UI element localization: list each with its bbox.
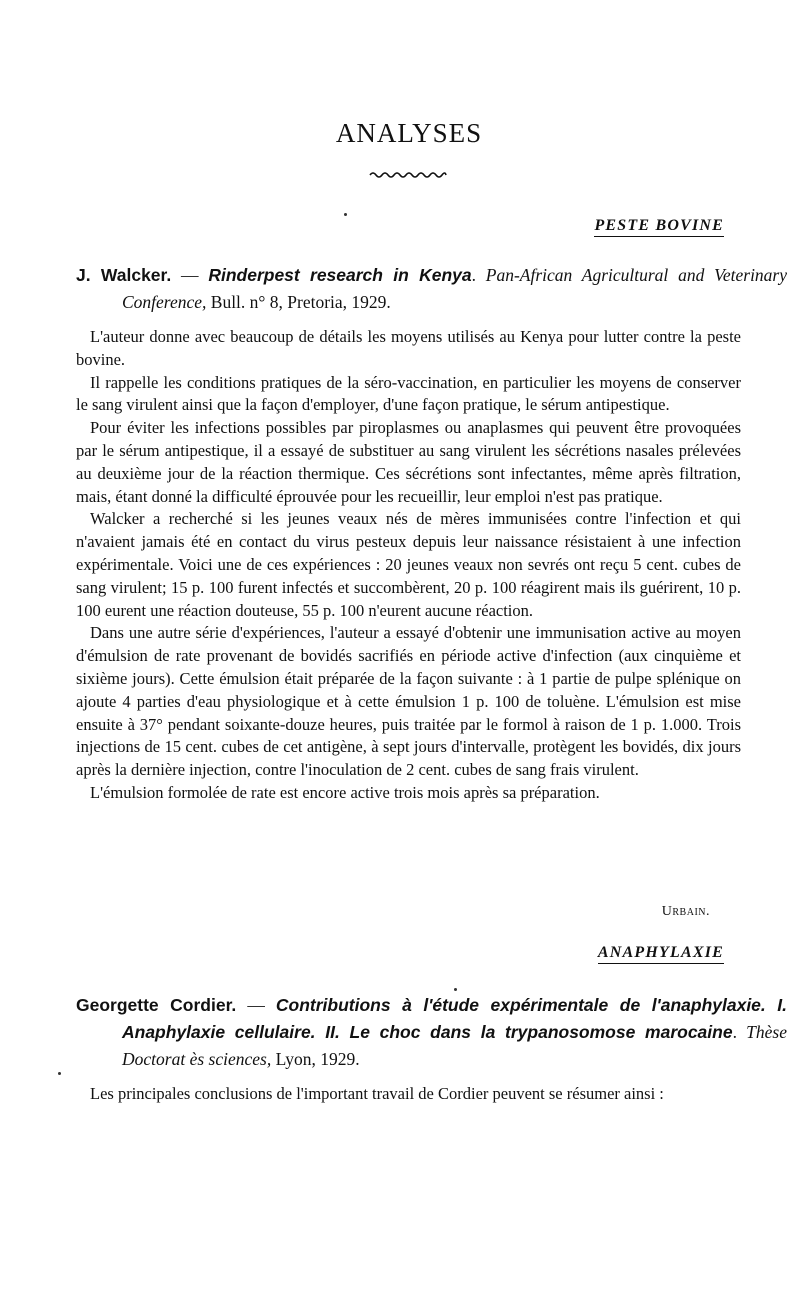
paragraph: Walcker a recherché si les jeunes veaux nés de mères immunisées contre l'infection et qui n'avaient jamais été en contact du virus pesteux depuis leur naissance résistaient à une infection expérimentale. Voici une de ces expériences : 20 jeunes veaux non sevrés ont reçu 5 cent. cubes de sang virulent; 15 p. 100 furent infectés et succombèrent, 20 p. 100 réagirent mais ils guérirent, 10 p. 100 eurent une réaction douteuse, 55 p. 100 n'eurent aucune réaction. (76, 509, 741, 620)
citation-dash: — (171, 265, 209, 285)
citation-rest: Bull. n° 8, Pretoria, 1929. (206, 292, 391, 312)
scan-speck (58, 1072, 61, 1075)
page-title: ANALYSES (335, 118, 483, 148)
citation-journal: Pan-African Agricultural and Veterinary Conference, (122, 265, 788, 312)
paragraph: Pour éviter les infections possibles par piroplasmes ou anaplasmes qui peuvent être provoquées par le sérum antipestique, il a essayé de substituer au sang virulent les sécrétions nasales prélevées au deuxième jour de la réaction thermique. Ces sécrétions sont infectantes, même après filtration, mais, étant donné la difficulté éprouvée pour les recueillir, leur emploi n'est pas pratique. (76, 418, 741, 506)
citation-rest: Lyon, 1929. (271, 1049, 360, 1069)
scan-speck (454, 988, 457, 991)
paragraph: Les principales conclusions de l'important travail de Cordier peuvent se résumer ainsi : (90, 1084, 664, 1103)
citation-journal: Thèse Doctorat ès sciences, (122, 1022, 787, 1069)
section-heading-peste-bovine: PESTE BOVINE (594, 217, 724, 237)
citation-separator: . (732, 1022, 747, 1042)
scan-speck (344, 213, 347, 216)
citation-dash: — (236, 995, 276, 1015)
paragraph: L'auteur donne avec beaucoup de détails les moyens utilisés au Kenya pour lutter contre la peste bovine. (76, 327, 741, 369)
paragraph: L'émulsion formolée de rate est encore active trois mois après sa préparation. (90, 782, 600, 802)
author-signature: Urbain. (661, 904, 710, 919)
article-body-peste-bovine (76, 326, 741, 805)
citation-author: Georgette Cordier. (76, 995, 237, 1015)
paragraph: Il rappelle les conditions pratiques de la séro-vaccination, en particulier les moyens de conserver le sang virulent ainsi que la façon d'employer, d'une façon pratique, le sérum antipestique. (76, 372, 741, 415)
citation-author: J. Walcker. (76, 265, 172, 285)
citation-separator: . (471, 265, 486, 285)
citation-title: Contributions à l'étude expérimentale de l'anaphylaxie. I. Anaphylaxie cellulaire. II. Le choc dans la trypanosomose marocaine (122, 995, 788, 1042)
citation-walcker (76, 262, 787, 316)
citation-title: Rinderpest research in Kenya (208, 265, 472, 285)
section-heading-anaphylaxie: ANAPHYLAXIE (598, 944, 724, 964)
citation-cordier (76, 992, 787, 1073)
article-body-anaphylaxie (76, 1083, 741, 1106)
ornament-divider (368, 170, 448, 180)
paragraph: Dans une autre série d'expériences, l'auteur a essayé d'obtenir une immunisation active au moyen d'émulsion de rate provenant de bovidés sacrifiés en période active d'infection (aux cinquième et sixième jours). Cette émulsion était préparée de la façon suivante : à 1 partie de pulpe splénique on ajoute 4 parties d'eau physiologique et à cette émulsion 1 p. 100 de toluène. L'émulsion est mise ensuite à 37° pendant soixante-douze heures, puis traitée par le formol à raison de 1 p. 1.000. Trois injections de 15 cent. cubes de cet antigène, à sept jours d'intervalle, protègent les bovidés, dix jours après la dernière injection, contre l'inoculation de 2 cent. cubes de sang frais virulent. (76, 623, 741, 780)
